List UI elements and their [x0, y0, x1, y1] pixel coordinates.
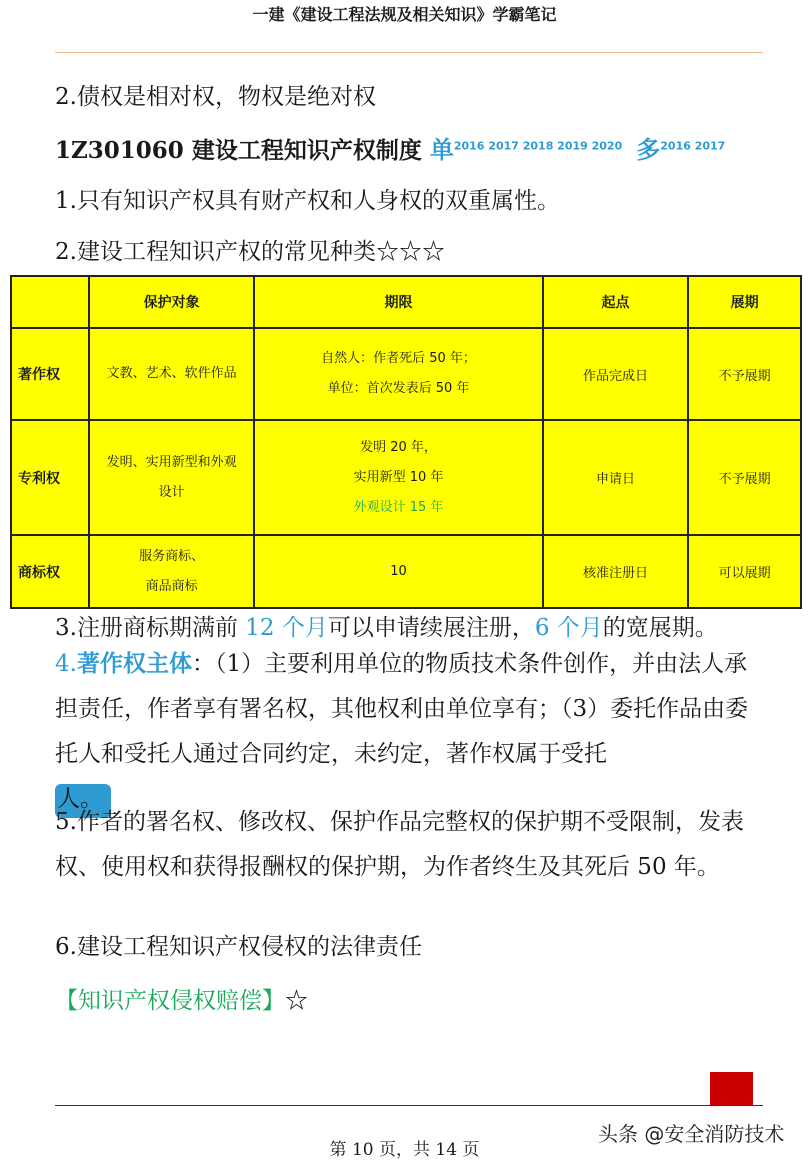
red-block-decoration	[710, 1072, 753, 1105]
cell-renew: 不予展期	[688, 420, 801, 535]
para-copyright-subject	[55, 641, 765, 822]
cell-line: 实用新型 10 年	[353, 469, 444, 485]
cell-renew: 不予展期	[688, 328, 801, 420]
cell-line: 单位：首次发表后 50 年	[327, 381, 470, 396]
copyright-subject-label: 著作权主体	[76, 650, 192, 677]
footer-divider	[55, 1105, 763, 1106]
cell-line: 发明、实用新型和外观	[106, 454, 237, 470]
table-header-cell: 期限	[254, 276, 542, 328]
cell-line: 商品商标	[145, 578, 198, 594]
table-row	[11, 328, 801, 420]
line-ip-types: 2.建设工程知识产权的常见种类☆☆☆	[55, 239, 445, 265]
table-header-cell: 保护对象	[89, 276, 255, 328]
header-divider	[55, 52, 763, 53]
highlighted-tail: 人。	[55, 784, 111, 818]
cell-start: 作品完成日	[543, 328, 689, 420]
section-heading	[55, 130, 725, 165]
cell-start: 申请日	[543, 420, 689, 535]
line-dual-attribute: 1.只有知识产权具有财产权和人身权的双重属性。	[55, 188, 560, 214]
page-header: 一建《建设工程法规及相关知识》学霸笔记	[252, 5, 557, 24]
cell-line: 服务商标、	[139, 548, 205, 564]
ip-types-table	[10, 275, 802, 609]
table-row	[11, 535, 801, 608]
cell-term	[254, 535, 542, 608]
highlight-12-months: 12 个月	[245, 615, 328, 641]
cell-line: 设计	[158, 484, 185, 500]
para-infringement-liability: 6.建设工程知识产权侵权的法律责任	[55, 934, 422, 960]
table-header-cell	[11, 276, 89, 328]
highlight-6-months: 6 个月	[534, 615, 603, 641]
para-trademark-renewal	[55, 609, 718, 642]
para-number: 4.	[55, 651, 77, 677]
cell-renew: 可以展期	[688, 535, 801, 608]
text-span: 3.注册商标期满前	[55, 615, 246, 641]
cell-line: 外观设计 15 年	[353, 499, 444, 515]
cell-object	[89, 420, 255, 535]
table-header-cell: 展期	[688, 276, 801, 328]
table-header-row	[11, 276, 801, 328]
para-protection-period: 5.作者的署名权、修改权、保护作品完整权的保护期不受限制，发表权、使用权和获得报酬权的保护期，为作者终生及其死后 50 年。	[55, 809, 744, 880]
para-compensation	[55, 982, 308, 1015]
cell-line: 自然人：作者死后 50 年；	[321, 351, 476, 366]
star-icon: ☆	[285, 988, 308, 1014]
compensation-label: 【知识产权侵权赔偿】	[55, 988, 285, 1014]
text-span: 的宽展期。	[602, 615, 718, 641]
single-choice-years: 2016 2017 2018 2019 2020	[453, 139, 623, 153]
cell-start: 核准注册日	[543, 535, 689, 608]
cell-term	[254, 420, 542, 535]
page-number: 第 10 页，共 14 页	[329, 1140, 480, 1160]
watermark: 头条 @安全消防技术	[598, 1122, 785, 1146]
cell-line: 发明 20 年，	[360, 439, 437, 455]
cell-term	[254, 328, 542, 420]
row-name: 商标权	[11, 535, 89, 608]
table-header-cell: 起点	[543, 276, 689, 328]
text-span: 可以申请续展注册，	[327, 615, 535, 641]
cell-line: 文教、艺术、软件作品	[106, 366, 237, 381]
table-row	[11, 420, 801, 535]
cell-object	[89, 535, 255, 608]
cell-line: 10	[390, 563, 407, 579]
para-text: ：（1）主要利用单位的物质技术条件创作，并由法人承担责任，作者享有署名权，其他权利由单位享有；（3）委托作品由委托人和受托人通过合同约定，未约定，著作权属于受托	[55, 651, 749, 767]
multi-choice-years: 2016 2017	[660, 139, 726, 153]
row-name: 著作权	[11, 328, 89, 420]
section-code: 1Z301060 建设工程知识产权制度	[55, 137, 422, 164]
row-name: 专利权	[11, 420, 89, 535]
cell-object	[89, 328, 255, 420]
single-choice-tag: 单	[429, 135, 454, 164]
line-property-rights: 2.债权是相对权，物权是绝对权	[55, 84, 376, 110]
multi-choice-tag: 多	[636, 135, 661, 164]
